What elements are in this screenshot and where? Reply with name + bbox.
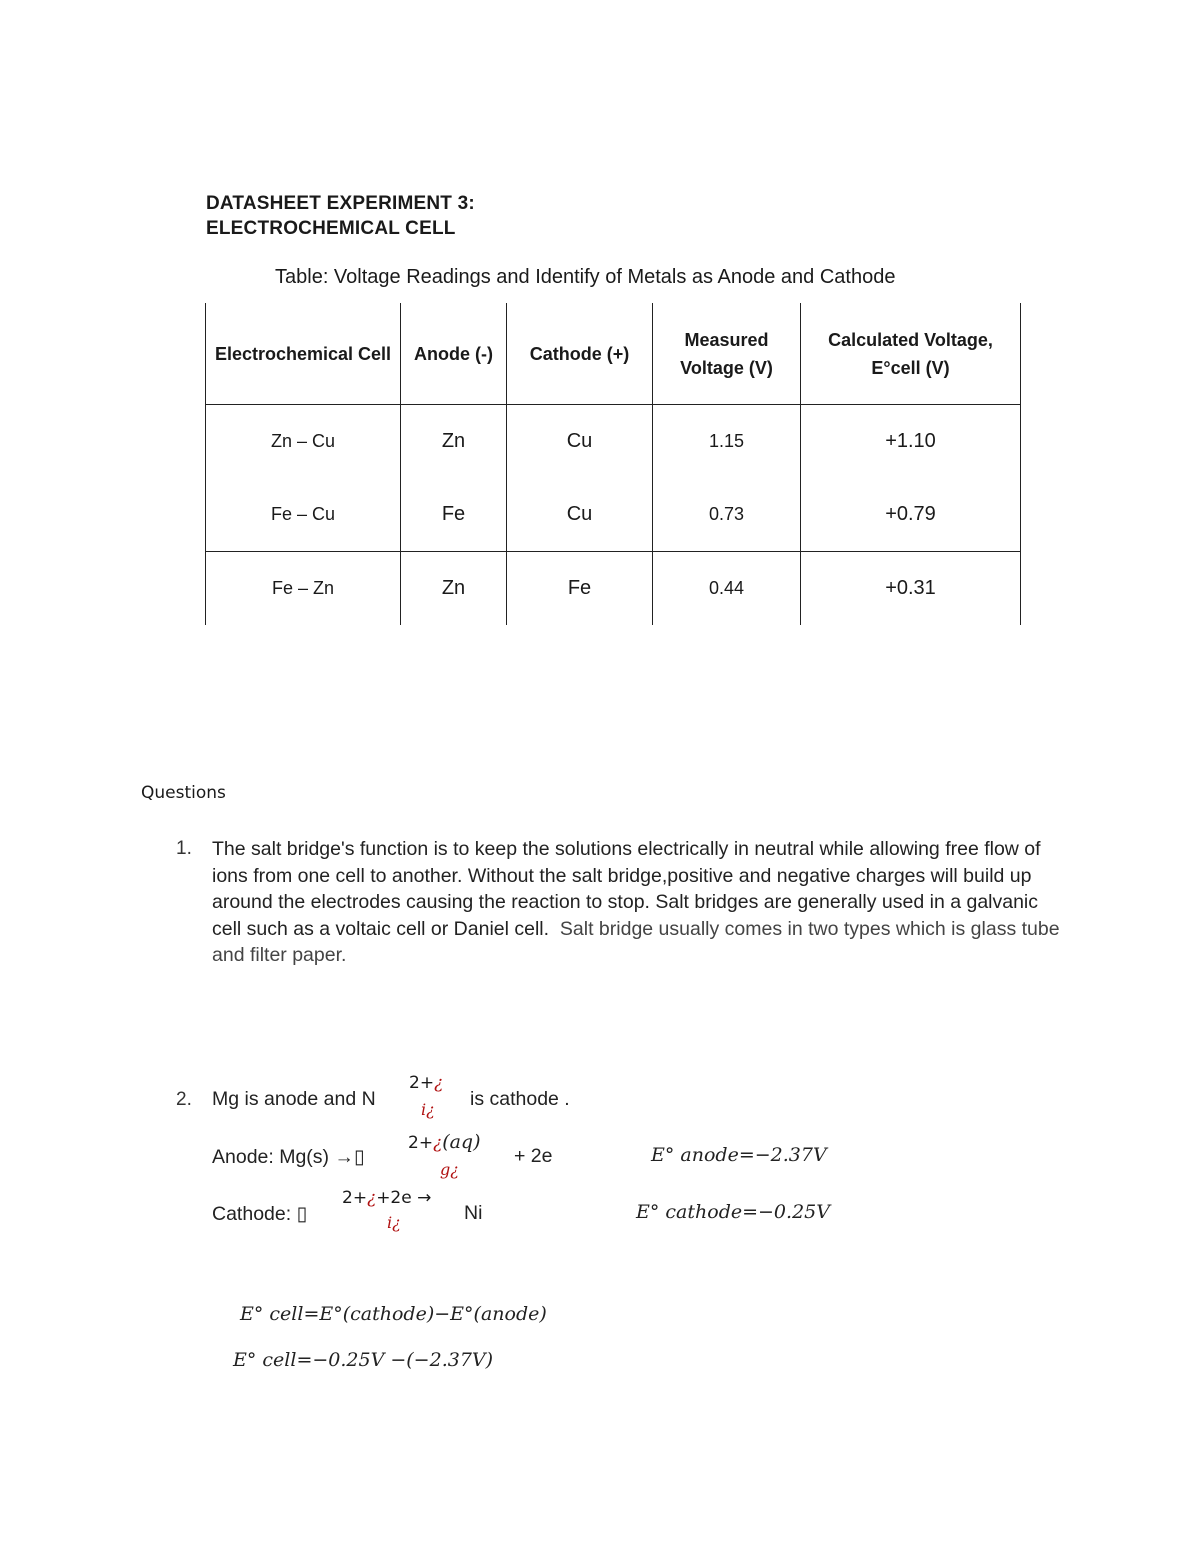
- plus-2e: + 2e: [514, 1145, 553, 1167]
- datasheet-title-line2: ELECTROCHEMICAL CELL: [206, 218, 456, 239]
- table-header-row: [206, 303, 1021, 405]
- cell-calculated: +0.79: [801, 478, 1021, 552]
- missing-glyph-box: ▯: [353, 1146, 365, 1168]
- cell-name: Fe – Zn: [206, 552, 401, 626]
- question-2-intro-end: is cathode .: [470, 1088, 570, 1110]
- ecell-substitution: E° cell=−0.25V −(−2.37V): [233, 1349, 494, 1371]
- cell-cathode: Cu: [507, 405, 653, 479]
- cell-anode: Zn: [401, 405, 507, 479]
- cell-measured: 1.15: [653, 405, 801, 479]
- question-2-intro: Mg is anode and N: [212, 1088, 376, 1110]
- ni-cathode-superscript: 2+¿+2e →: [342, 1188, 432, 1208]
- voltage-table: [205, 303, 1021, 625]
- e-cathode-equation: E° cathode=−0.25V: [636, 1201, 830, 1223]
- cathode-label: Cathode: ▯: [212, 1203, 308, 1225]
- col-measured-voltage: Measured Voltage (V): [653, 303, 801, 405]
- mg-superscript: 2+¿(aq): [408, 1131, 481, 1153]
- cell-calculated: +0.31: [801, 552, 1021, 626]
- cell-cathode: Cu: [507, 478, 653, 552]
- ni-product: Ni: [464, 1202, 483, 1224]
- ni-superscript: 2+¿: [409, 1073, 444, 1093]
- col-electrochemical-cell: Electrochemical Cell: [206, 303, 401, 405]
- missing-glyph-box: ▯: [296, 1203, 308, 1225]
- cell-name: Zn – Cu: [206, 405, 401, 479]
- question-1-number: 1.: [176, 838, 192, 859]
- cell-measured: 0.73: [653, 478, 801, 552]
- ni-subscript: i¿: [421, 1100, 435, 1119]
- table-row: [206, 405, 1021, 479]
- table-caption: Table: Voltage Readings and Identify of Metals as Anode and Cathode: [275, 266, 896, 288]
- questions-heading: Questions: [141, 783, 226, 803]
- question-1-text: The salt bridge's function is to keep the solutions electrically in neutral while allowing free flow of ions from one cell to another. Without the salt bridge,positive and negative charges will build up around the electrodes causing the reaction to stop. Salt bridges are generally used in a galvanic cell such as a voltaic cell or Daniel cell.: [212, 838, 1041, 940]
- question-1-answer: [212, 836, 1072, 969]
- col-anode: Anode (-): [401, 303, 507, 405]
- question-2-number: 2.: [176, 1089, 192, 1110]
- cell-calculated: +1.10: [801, 405, 1021, 479]
- e-anode-equation: E° anode=−2.37V: [651, 1144, 827, 1166]
- mg-subscript: g¿: [440, 1160, 459, 1179]
- question-1-text-light: Salt bridge usually comes in two types which is glass tube and filter paper.: [212, 917, 1060, 966]
- col-cathode: Cathode (+): [507, 303, 653, 405]
- table-row: [206, 552, 1021, 626]
- cell-name: Fe – Cu: [206, 478, 401, 552]
- datasheet-title-line1: DATASHEET EXPERIMENT 3:: [206, 193, 475, 214]
- ni-cathode-subscript: i¿: [387, 1213, 401, 1232]
- anode-label: Anode: Mg(s) →▯: [212, 1146, 365, 1168]
- cell-anode: Zn: [401, 552, 507, 626]
- table-row: [206, 478, 1021, 552]
- col-calculated-voltage: Calculated Voltage, E°cell (V): [801, 303, 1021, 405]
- cell-anode: Fe: [401, 478, 507, 552]
- cell-cathode: Fe: [507, 552, 653, 626]
- ecell-formula: E° cell=E°(cathode)−E°(anode): [240, 1303, 547, 1325]
- cell-measured: 0.44: [653, 552, 801, 626]
